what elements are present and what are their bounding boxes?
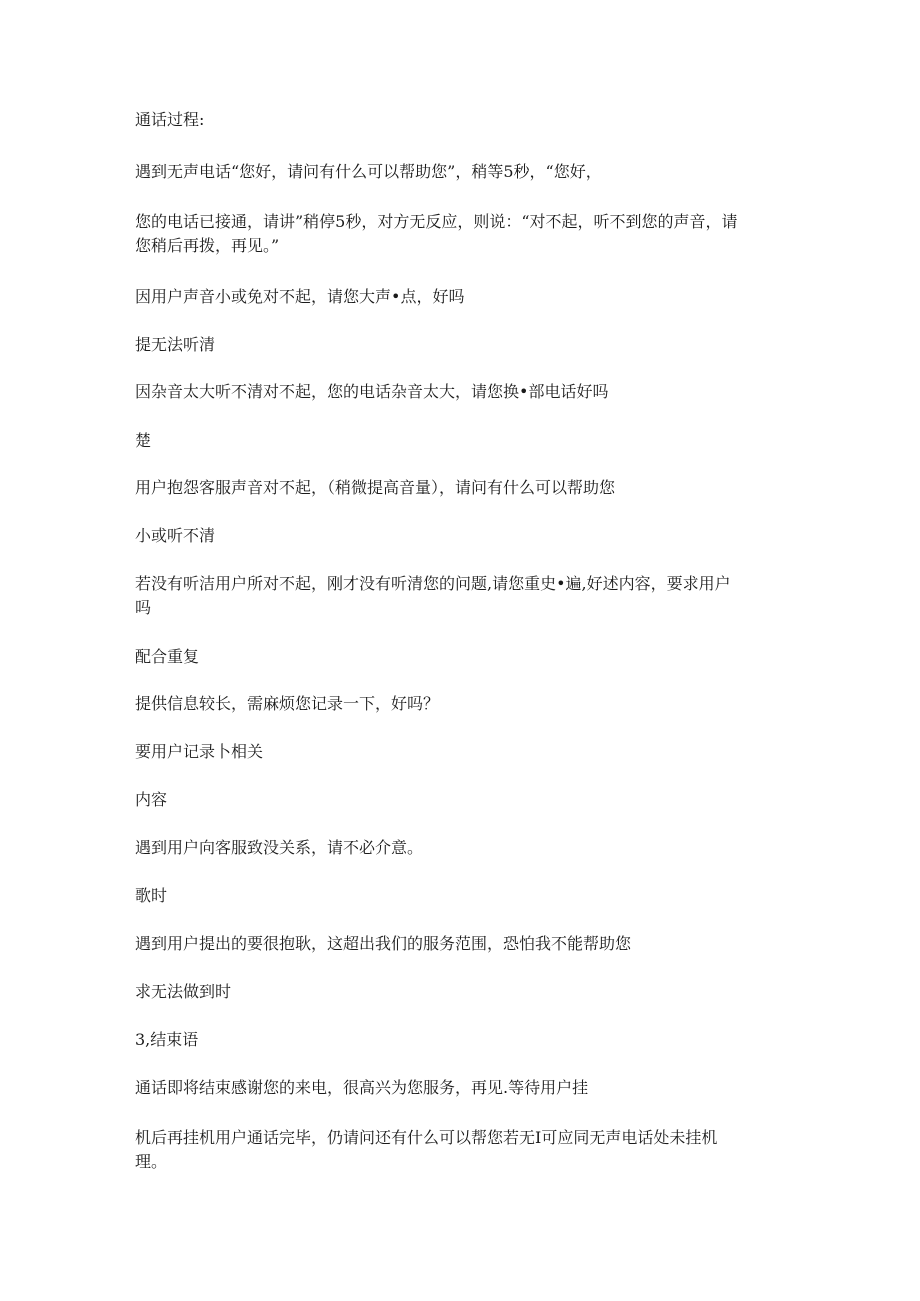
paragraph-closing-1: 通话即将结束感谢您的来电，很高兴为您服务，再见.等待用户挂	[135, 1078, 589, 1097]
paragraph-complaint-volume: 用户抱怨客服声音对不起，（稍微提高音量），请问有什么可以帮助您	[135, 478, 616, 497]
paragraph-long-info: 提供信息较长，需麻烦您记录一下，好吗？	[135, 694, 440, 713]
paragraph-clear: 楚	[135, 431, 152, 450]
paragraph-content: 内容	[135, 790, 168, 809]
paragraph-silent-call-1: 遇到无声电话“您好，请问有什么可以帮助您”，稍等5秒，“您好，	[135, 162, 602, 181]
paragraph-noise: 因杂音太大听不清对不起，您的电话杂音太大，请您换•部电话好吗	[135, 382, 609, 401]
section-heading-call-process: 通话过程:	[135, 110, 205, 129]
paragraph-silent-call-2: 您的电话已接通，请讲”稍停5秒，对方无反应，则说：“对不起，听不到您的声音，请您稍后再拨，再见。”	[135, 212, 738, 255]
paragraph-not-heard: 若没有听洁用户所对不起，刚才没有听清您的问题,请您重史•遍,好述内容，要求用户吗	[135, 574, 731, 617]
paragraph-low-volume: 因用户声音小或免对不起，请您大声•点，好吗	[135, 287, 465, 306]
paragraph-cannot-do: 求无法做到时	[135, 982, 232, 1001]
paragraph-apology-time: 歌时	[135, 886, 168, 905]
paragraph-apology: 遇到用户向客服致没关系，请不必介意。	[135, 838, 424, 857]
paragraph-repeat: 配合重复	[135, 647, 200, 666]
section-heading-closing: 3,结束语	[135, 1030, 199, 1049]
paragraph-small-or-unclear: 小或听不清	[135, 526, 216, 545]
paragraph-unclear: 提无法听清	[135, 335, 216, 354]
paragraph-closing-2: 机后再挂机用户通话完毕，仍请问还有什么可以帮您若无I可应同无声电话处未挂机理。	[135, 1128, 718, 1171]
paragraph-out-of-scope: 遇到用户提出的要很抱耿，这超出我们的服务范围，恐怕我不能帮助您	[135, 934, 632, 953]
paragraph-record: 要用户记录卜相关	[135, 742, 264, 761]
